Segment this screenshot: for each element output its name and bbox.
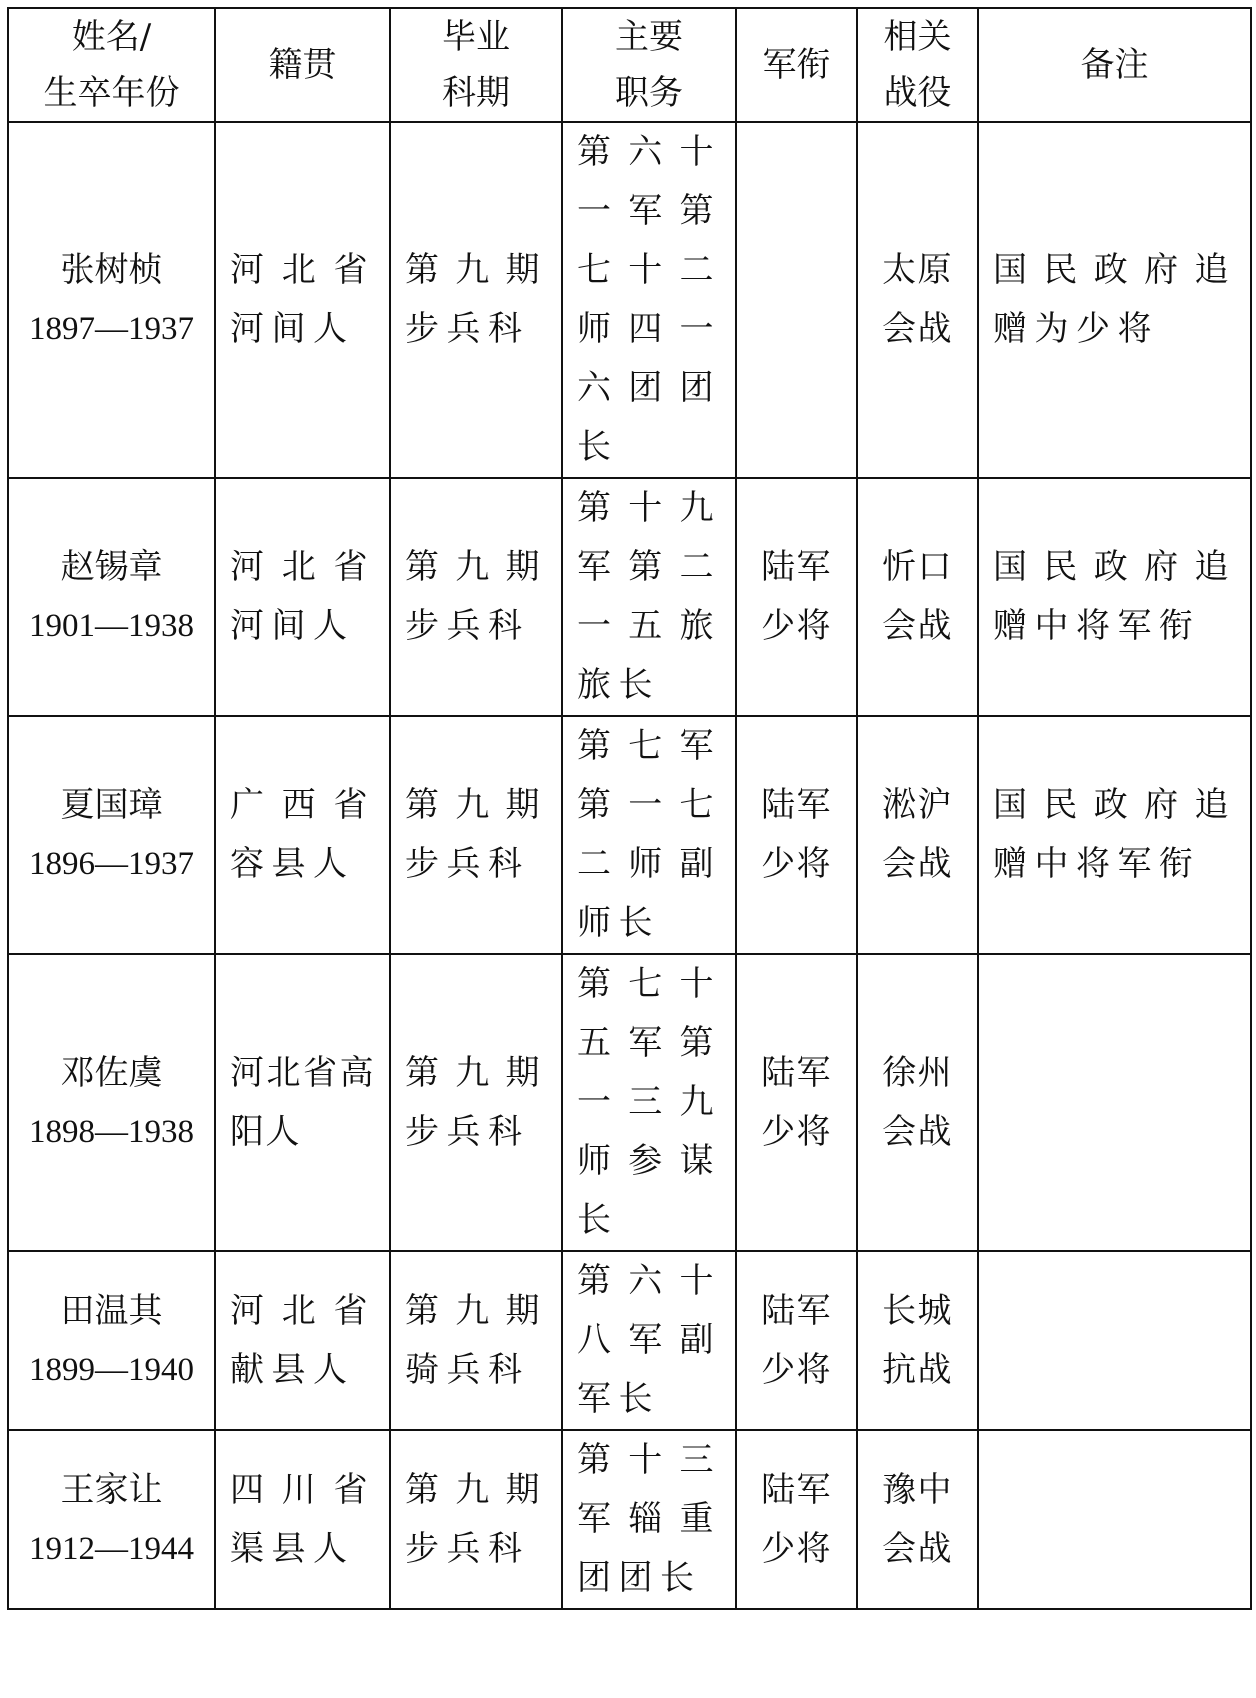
- officer-name: 赵锡章: [60, 547, 163, 587]
- header-post: 主要 职务: [562, 8, 736, 122]
- native-place-cell: 四川省渠县人: [215, 1430, 390, 1609]
- officer-years: 1896—1937: [29, 846, 194, 882]
- battle-cell: 淞沪会战: [857, 716, 978, 954]
- battle-cell: 徐州会战: [857, 954, 978, 1251]
- header-rank: 军衔: [736, 8, 857, 122]
- class-cell: 第九期步兵科: [390, 1430, 562, 1609]
- officer-table: [7, 7, 1252, 1610]
- name-cell: [8, 716, 215, 954]
- class-cell: 第九期步兵科: [390, 478, 562, 716]
- battle-cell: 太原会战: [857, 122, 978, 478]
- native-place-cell: 河北省献县人: [215, 1251, 390, 1430]
- note-cell: 国民政府追赠为少将: [978, 122, 1251, 478]
- battle-cell: 忻口会战: [857, 478, 978, 716]
- rank-cell: 陆军少将: [736, 1251, 857, 1430]
- post-cell: 第十九军第二一五旅旅长: [562, 478, 736, 716]
- officer-name: 邓佐虞: [60, 1052, 163, 1093]
- table-row: [8, 122, 1251, 478]
- header-native-place: 籍贯: [215, 8, 390, 122]
- officer-years: 1901—1938: [29, 608, 194, 644]
- name-cell: [8, 1251, 215, 1430]
- rank-cell: 陆军少将: [736, 954, 857, 1251]
- post-cell: 第十三军辎重团团长: [562, 1430, 736, 1609]
- officer-name: 王家让: [60, 1469, 163, 1510]
- rank-cell: 陆军少将: [736, 716, 857, 954]
- table-row: [8, 954, 1251, 1251]
- post-cell: 第七十五军第一三九师参谋长: [562, 954, 736, 1251]
- header-row: [8, 8, 1251, 122]
- name-cell: [8, 478, 215, 716]
- class-cell: 第九期步兵科: [390, 954, 562, 1251]
- rank-cell: [736, 122, 857, 478]
- table-row: [8, 1430, 1251, 1609]
- header-name: 姓名/ 生卒年份: [8, 8, 215, 122]
- officer-years: 1898—1938: [29, 1113, 194, 1150]
- officer-years: 1897—1937: [29, 311, 194, 347]
- note-cell: [978, 1430, 1251, 1609]
- table-row: [8, 478, 1251, 716]
- note-cell: 国民政府追赠中将军衔: [978, 716, 1251, 954]
- header-class: 毕业 科期: [390, 8, 562, 122]
- officer-years: 1899—1940: [29, 1351, 194, 1388]
- native-place-cell: 广西省容县人: [215, 716, 390, 954]
- class-cell: 第九期步兵科: [390, 716, 562, 954]
- note-cell: [978, 1251, 1251, 1430]
- table-row: [8, 716, 1251, 954]
- battle-cell: 长城抗战: [857, 1251, 978, 1430]
- native-place-cell: 河北省河间人: [215, 122, 390, 478]
- native-place-cell: 河北省河间人: [215, 478, 390, 716]
- officer-years: 1912—1944: [29, 1530, 194, 1567]
- rank-cell: 陆军少将: [736, 478, 857, 716]
- post-cell: 第六十八军副军长: [562, 1251, 736, 1430]
- officer-name: 田温其: [60, 1290, 163, 1331]
- name-cell: [8, 122, 215, 478]
- class-cell: 第九期步兵科: [390, 122, 562, 478]
- note-cell: [978, 954, 1251, 1251]
- class-cell: 第九期骑兵科: [390, 1251, 562, 1430]
- post-cell: 第七军第一七二师副师长: [562, 716, 736, 954]
- header-note: 备注: [978, 8, 1251, 122]
- note-cell: 国民政府追赠中将军衔: [978, 478, 1251, 716]
- rank-cell: 陆军少将: [736, 1430, 857, 1609]
- header-battle: 相关 战役: [857, 8, 978, 122]
- battle-cell: 豫中会战: [857, 1430, 978, 1609]
- table-row: [8, 1251, 1251, 1430]
- post-cell: 第六十一军第七十二师四一六团团长: [562, 122, 736, 478]
- native-place-cell: 河北省高阳人: [215, 954, 390, 1251]
- name-cell: [8, 954, 215, 1251]
- officer-name: 张树桢: [60, 250, 163, 290]
- name-cell: [8, 1430, 215, 1609]
- officer-name: 夏国璋: [60, 785, 163, 825]
